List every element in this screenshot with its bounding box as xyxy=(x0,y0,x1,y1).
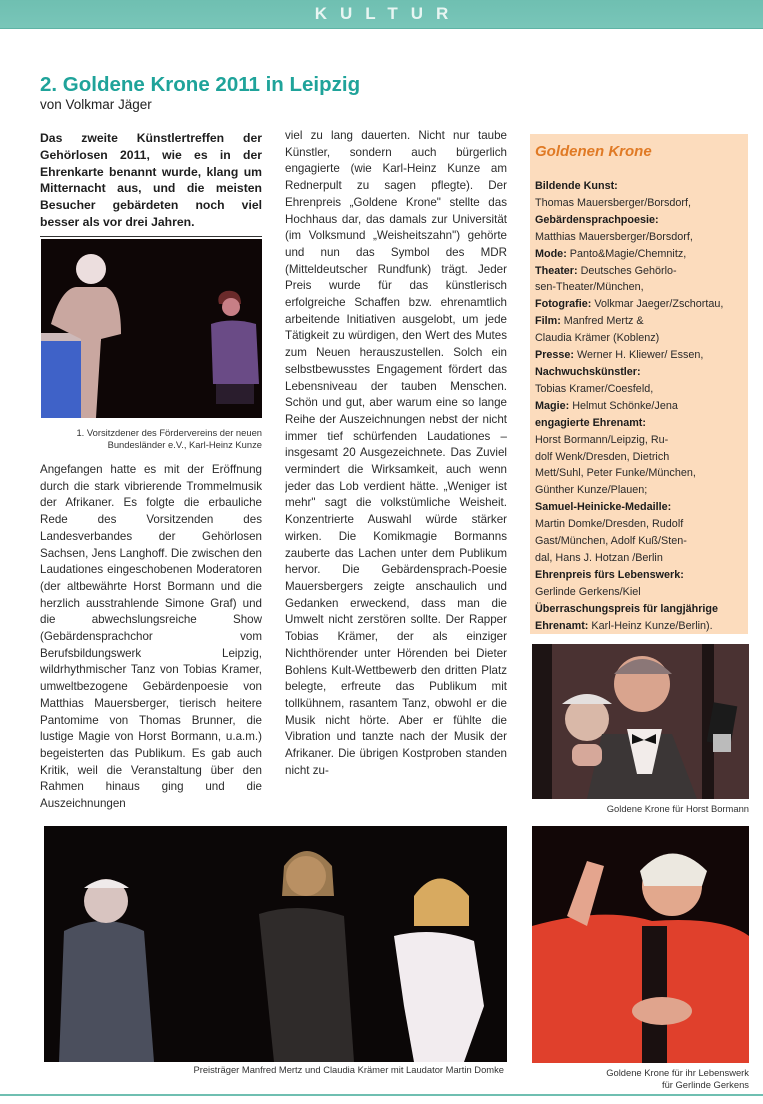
award-recipient: Werner H. Kliewer/ Essen, xyxy=(574,349,704,362)
award-recipient: Panto&Magie/Chemnitz, xyxy=(566,247,687,260)
award-category: Nachwuchskünstler: xyxy=(535,365,641,378)
award-category: Ehrenamt: xyxy=(535,619,589,632)
award-row xyxy=(535,516,747,533)
award-row xyxy=(535,246,747,263)
paragraph: Angefangen hatte es mit der Eröffnung durch die stark vibrierende Trommelmusik der Afrikaner. Es folgte die erbauliche Rede des Vorsitzenden des Landesverbandes der Gehörlosen Sachsen, Jens Langhoff. Die zwischen den Laudationes eingeschobenen Moderatoren (der altbewährte Horst Bormann und die herzlich ausstrahlende Simone Graf) und die abwechslungsreiche Show (Gebärdensprachchor vom Berufsbildungswerk Leipzig, wildrhythmischer Tanz von Tobias Kramer, umweltbezogene Gebärdenpoesie von Matthias Mauersberger, tierisch heitere Pantomime von Thomas Brunner, die lustige Magie von Horst Bormann, u.a.m.) begeisterten das Publikum. Es gab auch Kritik, weil die Veranstaltung über den Rahmen hinaus ging und die Auszeichnungen xyxy=(40,463,262,811)
award-recipient: Manfred Mertz & xyxy=(560,315,644,328)
award-recipient: Tobias Kramer/Coesfeld, xyxy=(535,382,654,395)
photo-preistraeger xyxy=(44,826,507,1062)
award-category: engagierte Ehrenamt: xyxy=(535,416,646,429)
award-recipient: Thomas Mauersberger/Borsdorf, xyxy=(535,196,692,209)
caption-line: Goldene Krone für ihr Lebenswerk xyxy=(606,1067,749,1078)
section-header-band xyxy=(0,0,763,29)
award-category: Gebärdensprachpoesie: xyxy=(535,213,659,226)
award-recipient: Volkmar Jaeger/Zschortau, xyxy=(591,298,724,311)
award-row xyxy=(535,449,747,466)
award-category: Theater: xyxy=(535,264,578,277)
award-row xyxy=(535,347,747,364)
caption-line: 1. Vorsitzdener des Fördervereins der neuen xyxy=(76,427,262,438)
award-row xyxy=(535,229,747,246)
caption-line: Bundesländer e.V., Karl-Heinz Kunze xyxy=(107,439,262,450)
award-row xyxy=(535,618,747,635)
award-row xyxy=(535,601,747,618)
award-category: Bildende Kunst: xyxy=(535,180,618,192)
photo-horst-bormann xyxy=(532,644,749,799)
photo-gerkens-illustration xyxy=(532,826,749,1063)
article-lead: Das zweite Künstlertreffen der Gehörlosen 2011, wie es in der Ehrenkarte benannt wurde, klang um Mitternacht aus, und die meisten Besucher gebärdeten noch viel besser als vor drei Jahren. xyxy=(40,131,262,229)
photo-caption-2: Goldene Krone für Horst Bormann xyxy=(606,803,749,814)
award-category: Überraschungspreis für langjährige xyxy=(535,602,718,615)
award-row xyxy=(535,330,747,347)
award-recipient: dal, Hans J. Hotzan /Berlin xyxy=(535,551,663,564)
award-recipient: Gast/München, Adolf Kuß/Sten- xyxy=(535,535,687,548)
photo-speaker-illustration xyxy=(41,239,262,418)
footer-divider xyxy=(0,1094,763,1096)
award-category: Fotografie: xyxy=(535,298,592,311)
award-row xyxy=(535,178,747,195)
photo-caption-1 xyxy=(40,427,262,451)
award-category: Magie: xyxy=(535,399,570,412)
photo-gerlinde-gerkens xyxy=(532,826,749,1063)
award-row xyxy=(535,381,747,398)
award-row xyxy=(535,584,747,601)
award-row xyxy=(535,499,747,516)
sidebar-award-list xyxy=(530,134,748,634)
award-row xyxy=(535,550,747,567)
photo-preistraeger-illustration xyxy=(44,826,507,1062)
award-row xyxy=(535,482,747,499)
sidebar-title: Goldenen Krone xyxy=(535,143,652,160)
award-recipient: Horst Bormann/Leipzig, Ru- xyxy=(535,433,669,446)
award-row xyxy=(535,432,747,449)
award-recipient: Matthias Mauersberger/Borsdorf, xyxy=(535,230,693,243)
award-row xyxy=(535,567,747,584)
photo-speaker-lectern xyxy=(41,239,262,418)
award-recipient: Claudia Krämer (Koblenz) xyxy=(535,332,660,345)
award-category: Ehrenpreis fürs Lebenswerk: xyxy=(535,568,684,581)
award-row xyxy=(535,415,747,432)
award-row xyxy=(535,279,747,296)
article-title: 2. Goldene Krone 2011 in Leipzig xyxy=(40,73,361,96)
award-row xyxy=(535,398,747,415)
photo-caption-3: Preisträger Manfred Mertz und Claudia Krämer mit Laudator Martin Domke xyxy=(193,1064,504,1075)
award-row xyxy=(535,195,747,212)
article-author: von Volkmar Jäger xyxy=(40,97,152,112)
award-recipient: dolf Wenk/Dresden, Dietrich xyxy=(535,450,670,463)
article-column-2 xyxy=(285,128,507,814)
divider xyxy=(40,236,262,237)
award-recipient: Deutsches Gehörlo- xyxy=(577,264,677,277)
award-row xyxy=(535,263,747,280)
paragraph: viel zu lang dauerten. Nicht nur taube Künstler, sondern auch bürgerlich engagierte (wie Karl-Heinz Kunze am Rednerpult zu sagen pflegte). Der Ehrenpreis „Goldene Krone" stellte das Hochhaus dar, das damals zur Universität (im Volksmund „Weisheitszahn") gehörte und nun das Symbol des MDR (Mitteldeutscher Rundfunk) trägt. Jeder Preis wurde für das künstlerisch erfolgreiche Schaffen bzw. ehrenamtlich arbeitende Initiativen ausgelobt, um jede Tätigkeit zu würdigen, den Wert des Mutes zum Neuen herauszustellen. Solch ein selbstbewusstes Engagement fördert das Lebensniveau der tauben Menschen. Schön und gut, aber warum eine so lange Reihe der Auszeichnungen nebst der nicht immer tief schürfenden Laudationes – insgesamt 20 Ausgezeichnete. Das Zuviel vermindert die Wirksamkeit, auch wenn jeder das Lob verdient hätte. „Weniger ist mehr" sagt die volkstümliche Weisheit. Konzentrierte Auswahl würde stärker wirken. Die Komikmagie Bormanns zauberte das Lachen unter dem Publikum hervor. Die Gebärdensprach-Poesie Mauersbergers zeigte anschaulich und Gedanken erweckend, dass man die Umwelt nicht zerstören sollte. Der Rapper Tobias Krämer, der als einziger Nichthörender unter Hörenden bei Dieter Bohlens Kult-Wettbewerb den dritten Platz belegte, erfreute das Publikum mit tollkühnem, rasantem Tanz, obwohl er die Musik nicht hörte. Aber er fühlte die Vibration und tanzte nach der Musik der Afrikaner. Die übrigen Kostproben standen nicht zu- xyxy=(285,129,507,777)
award-row xyxy=(535,212,747,229)
award-row xyxy=(535,296,747,313)
award-category: Samuel-Heinicke-Medaille: xyxy=(535,501,672,514)
award-recipient: Mett/Suhl, Peter Funke/München, xyxy=(535,467,696,480)
award-category: Presse: xyxy=(535,349,575,362)
award-category: Film: xyxy=(535,315,561,328)
award-list xyxy=(535,178,747,634)
award-row xyxy=(535,465,747,482)
award-recipient: Martin Domke/Dresden, Rudolf xyxy=(535,518,684,531)
award-recipient: Karl-Heinz Kunze/Berlin). xyxy=(588,619,713,632)
award-row xyxy=(535,313,747,330)
award-recipient: Helmut Schönke/Jena xyxy=(569,399,678,412)
award-recipient: Günther Kunze/Plauen; xyxy=(535,484,648,497)
article-column-1 xyxy=(40,462,262,814)
section-title: KULTUR xyxy=(314,4,462,23)
photo-caption-4 xyxy=(532,1067,749,1091)
photo-bormann-illustration xyxy=(532,644,749,799)
award-row xyxy=(535,364,747,381)
award-category: Mode: xyxy=(535,247,567,260)
award-recipient: sen-Theater/München, xyxy=(535,281,644,294)
award-recipient: Gerlinde Gerkens/Kiel xyxy=(535,585,641,598)
award-row xyxy=(535,533,747,550)
caption-line: für Gerlinde Gerkens xyxy=(661,1079,749,1090)
